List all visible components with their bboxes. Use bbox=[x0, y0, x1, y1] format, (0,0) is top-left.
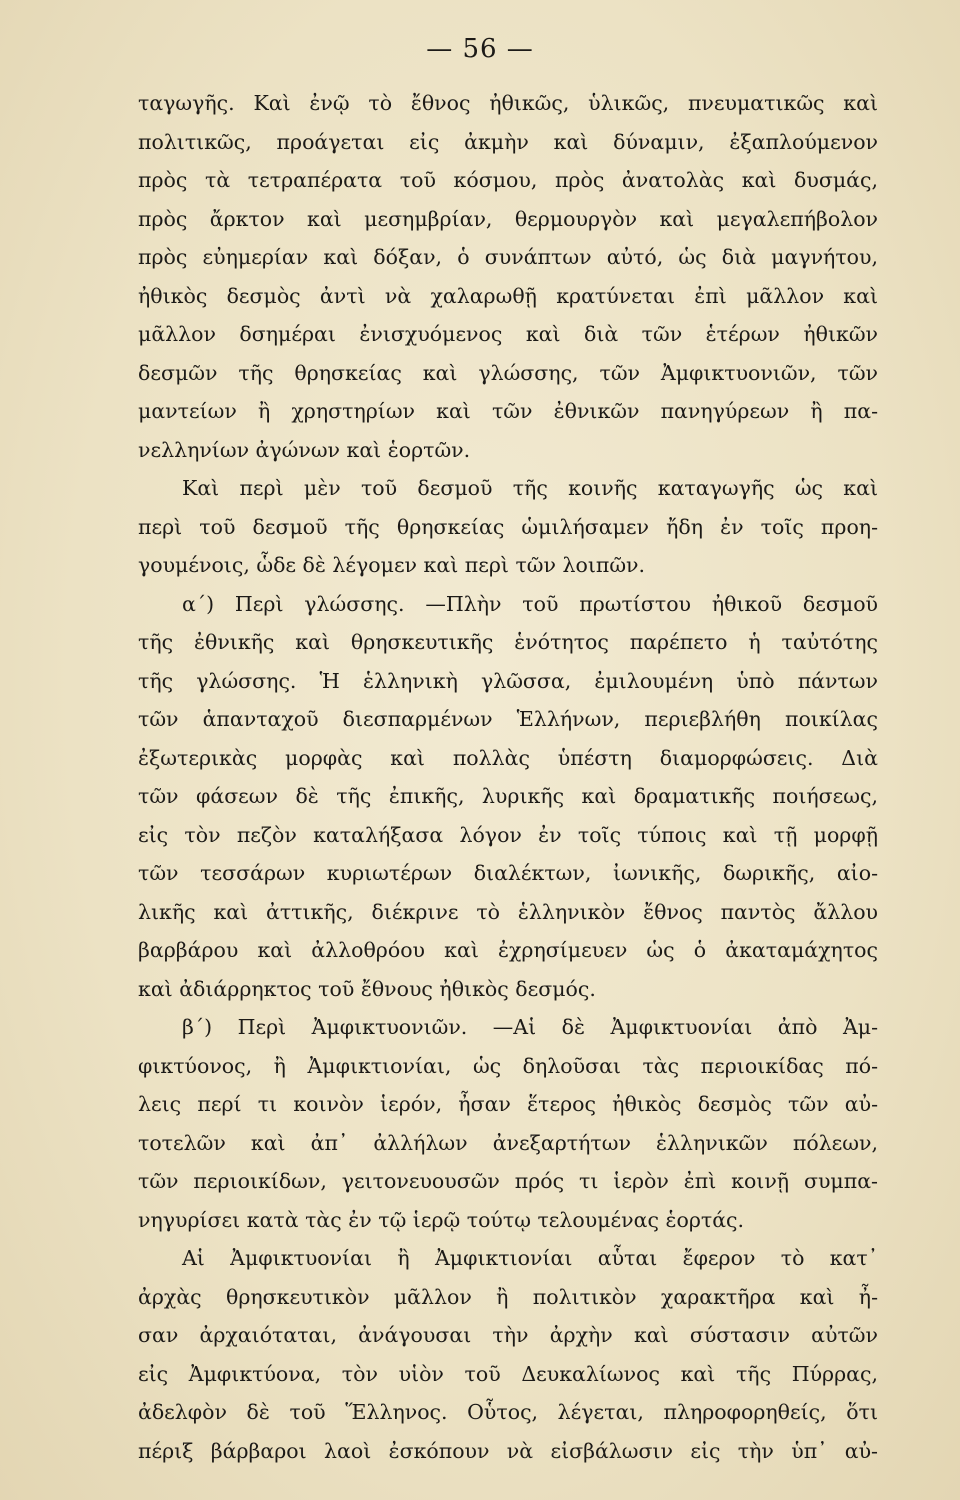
text-line: περὶ τοῦ δεσμοῦ τῆς θρησκείας ὡμιλήσαμεν ἤδη ἐν τοῖς προη- bbox=[138, 514, 878, 539]
text-line: καὶ ἀδιάρρηκτος τοῦ ἔθνους ἠθικὸς δεσμός. bbox=[138, 976, 596, 1001]
text-line: τοτελῶν καὶ ἀπ᾿ ἀλλήλων ἀνεξαρτήτων ἑλληνικῶν πόλεων, bbox=[138, 1130, 878, 1155]
text-line: τῶν φάσεων δὲ τῆς ἐπικῆς, λυρικῆς καὶ δραματικῆς ποιήσεως, bbox=[138, 784, 878, 808]
page-body-text bbox=[138, 84, 878, 1470]
text-line: νηγυρίσει κατὰ τὰς ἐν τῷ ἱερῷ τούτῳ τελουμένας ἑορτάς. bbox=[138, 1207, 745, 1232]
text-line: πέριξ βάρβαροι λαοὶ ἐσκόπουν νὰ εἰσβάλωσιν εἰς τὴν ὑπ᾿ αὐ- bbox=[138, 1438, 878, 1463]
text-line: μᾶλλον δσημέραι ἐνισχυόμενος καὶ διὰ τῶν ἑτέρων ἠθικῶν bbox=[138, 322, 878, 346]
text-line: γουμένοις, ὧδε δὲ λέγομεν καὶ περὶ τῶν λοιπῶν. bbox=[138, 553, 646, 577]
text-line: ἠθικὸς δεσμὸς ἀντὶ νὰ χαλαρωθῇ κρατύνεται ἐπὶ μᾶλλον καὶ bbox=[138, 283, 878, 308]
page-number: — 56 — bbox=[426, 34, 534, 64]
text-line: φικτύονος, ἢ Ἀμφικτιονίαι, ὡς δηλοῦσαι τὰς περιοικίδας πό- bbox=[138, 1053, 878, 1078]
text-line: πολιτικῶς, προάγεται εἰς ἀκμὴν καὶ δύναμιν, ἐξαπλούμενον bbox=[138, 129, 878, 154]
text-line: λεις περί τι κοινὸν ἱερόν, ἦσαν ἕτερος ἠθικὸς δεσμὸς τῶν αὐ- bbox=[138, 1092, 878, 1116]
text-line: ἀρχὰς θρησκευτικὸν μᾶλλον ἢ πολιτικὸν χαρακτῆρα καὶ ἦ- bbox=[138, 1284, 878, 1309]
text-line: τῶν τεσσάρων κυριωτέρων διαλέκτων, ἰωνικῆς, δωρικῆς, αἰο- bbox=[138, 861, 878, 885]
text-line: Αἱ Ἀμφικτυονίαι ἢ Ἀμφικτιονίαι αὗται ἔφερον τὸ κατ᾿ bbox=[182, 1246, 878, 1270]
text-line: εἰς Ἀμφικτύονα, τὸν υἱὸν τοῦ Δευκαλίωνος καὶ τῆς Πύρρας, bbox=[138, 1361, 878, 1386]
text-line: Καὶ περὶ μὲν τοῦ δεσμοῦ τῆς κοινῆς καταγωγῆς ὡς καὶ bbox=[182, 476, 878, 500]
text-line: τῆς γλώσσης. Ἡ ἑλληνικὴ γλῶσσα, ἐμιλουμένη ὑπὸ πάντων bbox=[138, 668, 878, 693]
text-line: πρὸς τὰ τετραπέρατα τοῦ κόσμου, πρὸς ἀνατολὰς καὶ δυσμάς, bbox=[138, 168, 878, 192]
text-line: α΄) Περὶ γλώσσης. —Πλὴν τοῦ πρωτίστου ἠθικοῦ δεσμοῦ bbox=[182, 591, 878, 616]
text-line: β΄) Περὶ Ἀμφικτυονιῶν. —Αἱ δὲ Ἀμφικτυονίαι ἀπὸ Ἀμ- bbox=[182, 1015, 878, 1039]
text-line: πρὸς ἄρκτον καὶ μεσημβρίαν, θερμουργὸν καὶ μεγαλεπήβολον bbox=[138, 206, 878, 231]
text-line: ἀδελφὸν δὲ τοῦ Ἕλληνος. Οὗτος, λέγεται, πληροφορηθείς, ὅτι bbox=[138, 1400, 878, 1424]
text-line: μαντείων ἢ χρηστηρίων καὶ τῶν ἐθνικῶν πανηγύρεων ἢ πα- bbox=[138, 399, 878, 423]
text-line: σαν ἀρχαιόταται, ἀνάγουσαι τὴν ἀρχὴν καὶ σύστασιν αὐτῶν bbox=[138, 1323, 878, 1347]
text-line: λικῆς καὶ ἀττικῆς, διέκρινε τὸ ἑλληνικὸν ἔθνος παντὸς ἄλλου bbox=[138, 899, 878, 924]
text-line: εἰς τὸν πεζὸν καταλήξασα λόγον ἐν τοῖς τύποις καὶ τῇ μορφῇ bbox=[138, 822, 878, 847]
text-line: βαρβάρου καὶ ἀλλοθρόου καὶ ἐχρησίμευεν ὡς ὁ ἀκαταμάχητος bbox=[138, 938, 878, 962]
text-line: τῆς ἐθνικῆς καὶ θρησκευτικῆς ἑνότητος παρέπετο ἡ ταὐτότης bbox=[138, 630, 878, 654]
text-line: ἐξωτερικὰς μορφὰς καὶ πολλὰς ὑπέστη διαμορφώσεις. Διὰ bbox=[138, 745, 878, 770]
text-line: δεσμῶν τῆς θρησκείας καὶ γλώσσης, τῶν Ἀμφικτυονιῶν, τῶν bbox=[138, 360, 878, 385]
text-line: νελληνίων ἀγώνων καὶ ἑορτῶν. bbox=[138, 437, 471, 462]
text-line: ταγωγῆς. Καὶ ἐνῷ τὸ ἔθνος ἠθικῶς, ὑλικῶς, πνευματικῶς καὶ bbox=[138, 91, 878, 115]
text-line: πρὸς εὐημερίαν καὶ δόξαν, ὁ συνάπτων αὐτό, ὡς διὰ μαγνήτου, bbox=[138, 245, 878, 269]
text-line: τῶν περιοικίδων, γειτονευουσῶν πρός τι ἱερὸν ἐπὶ κοινῇ συμπα- bbox=[138, 1169, 878, 1193]
text-line: τῶν ἁπανταχοῦ διεσπαρμένων Ἑλλήνων, περιεβλήθη ποικίλας bbox=[138, 707, 878, 731]
